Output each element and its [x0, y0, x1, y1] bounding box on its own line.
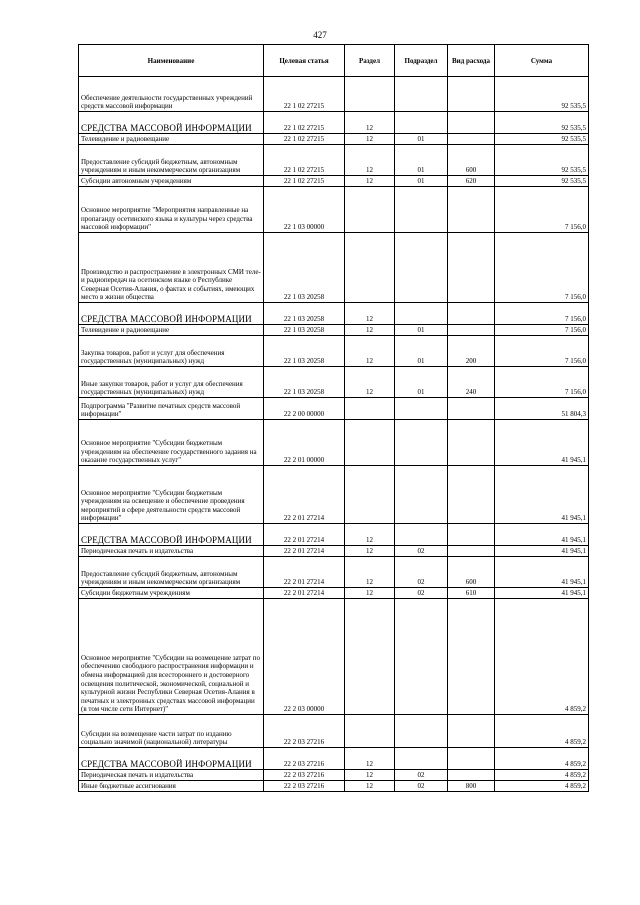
cell-name: СРЕДСТВА МАССОВОЙ ИНФОРМАЦИИ	[79, 303, 264, 325]
cell-sum: 41 945,1	[495, 546, 589, 557]
cell-expense-type	[448, 112, 495, 134]
cell-section	[345, 599, 395, 715]
cell-code: 22 2 01 27214	[264, 466, 345, 524]
cell-section: 12	[345, 557, 395, 588]
cell-sum: 41 945,1	[495, 466, 589, 524]
cell-name: СРЕДСТВА МАССОВОЙ ИНФОРМАЦИИ	[79, 748, 264, 770]
cell-sum: 92 535,5	[495, 176, 589, 187]
cell-expense-type: 800	[448, 781, 495, 792]
cell-section	[345, 420, 395, 466]
cell-code: 22 2 03 00000	[264, 599, 345, 715]
cell-expense-type: 610	[448, 588, 495, 599]
cell-section: 12	[345, 770, 395, 781]
cell-code: 22 1 03 20258	[264, 233, 345, 303]
cell-subsection	[395, 303, 448, 325]
cell-expense-type: 240	[448, 367, 495, 398]
cell-section	[345, 466, 395, 524]
cell-section: 12	[345, 336, 395, 367]
cell-code: 22 2 01 27214	[264, 588, 345, 599]
cell-sum: 7 156,0	[495, 336, 589, 367]
cell-subsection: 02	[395, 546, 448, 557]
cell-expense-type	[448, 398, 495, 420]
cell-subsection: 01	[395, 134, 448, 145]
cell-subsection	[395, 599, 448, 715]
table-row	[79, 715, 589, 748]
cell-subsection: 01	[395, 336, 448, 367]
cell-name: Основное мероприятие "Мероприятия направленные на пропаганду осетинского языка и культуры через средства массовой информации"	[79, 187, 264, 233]
cell-section: 12	[345, 303, 395, 325]
cell-expense-type	[448, 134, 495, 145]
cell-name: Закупка товаров, работ и услуг для обеспечения государственных (муниципальных) нужд	[79, 336, 264, 367]
cell-name: Периодическая печать и издательства	[79, 770, 264, 781]
cell-name: Производство и распространение в электронных СМИ теле- и радиопередач на осетинском языке о Республике Северная Осетия-Алания, о фактах и событиях, имеющих место в жизни общества	[79, 233, 264, 303]
cell-section: 12	[345, 781, 395, 792]
cell-expense-type	[448, 546, 495, 557]
header-expense-type: Вид расхода	[448, 45, 495, 77]
cell-sum: 4 859,2	[495, 781, 589, 792]
cell-expense-type	[448, 599, 495, 715]
cell-name: СРЕДСТВА МАССОВОЙ ИНФОРМАЦИИ	[79, 112, 264, 134]
cell-sum: 4 859,2	[495, 599, 589, 715]
cell-expense-type	[448, 233, 495, 303]
cell-subsection: 02	[395, 781, 448, 792]
cell-section: 12	[345, 748, 395, 770]
header-section: Раздел	[345, 45, 395, 77]
cell-name: Иные закупки товаров, работ и услуг для обеспечения государственных (муниципальных) нужд	[79, 367, 264, 398]
cell-subsection: 02	[395, 557, 448, 588]
table-row	[79, 336, 589, 367]
cell-name: Субсидии автономным учреждениям	[79, 176, 264, 187]
table-row	[79, 524, 589, 546]
cell-name: Основное мероприятие "Субсидии на возмещение затрат по обеспечению свободного распространения информации и обмена информацией для всестороннего и достоверного освещения политической, экономической, социальной и культурной жизни Республики Северная Осетия-Алания в печатных и электронных средствах массовой информации (в том числе сети Интернет)"	[79, 599, 264, 715]
cell-expense-type: 600	[448, 557, 495, 588]
table-row	[79, 187, 589, 233]
table-row	[79, 77, 589, 112]
table-row	[79, 112, 589, 134]
cell-name: Субсидии бюджетным учреждениям	[79, 588, 264, 599]
header-code: Целевая статья	[264, 45, 345, 77]
cell-subsection: 01	[395, 367, 448, 398]
cell-subsection: 01	[395, 325, 448, 336]
table-row	[79, 233, 589, 303]
cell-section: 12	[345, 367, 395, 398]
cell-expense-type	[448, 77, 495, 112]
cell-section: 12	[345, 134, 395, 145]
cell-subsection	[395, 420, 448, 466]
cell-subsection	[395, 524, 448, 546]
table-row	[79, 748, 589, 770]
cell-code: 22 1 03 20258	[264, 336, 345, 367]
cell-code: 22 1 03 20258	[264, 325, 345, 336]
cell-sum: 41 945,1	[495, 524, 589, 546]
cell-name: Основное мероприятие "Субсидии бюджетным учреждениям на обеспечение государственного задания на оказание государственных услуг"	[79, 420, 264, 466]
cell-code: 22 1 03 00000	[264, 187, 345, 233]
cell-subsection	[395, 112, 448, 134]
cell-expense-type	[448, 770, 495, 781]
cell-expense-type	[448, 303, 495, 325]
cell-name: Телевидение и радиовещание	[79, 325, 264, 336]
cell-code: 22 2 03 27216	[264, 781, 345, 792]
cell-code: 22 1 02 27215	[264, 176, 345, 187]
cell-expense-type	[448, 748, 495, 770]
cell-code: 22 2 03 27216	[264, 715, 345, 748]
cell-name: Предоставление субсидий бюджетным, автономным учреждениям и иным некоммерческим организациям	[79, 145, 264, 176]
cell-section	[345, 77, 395, 112]
header-sum: Сумма	[495, 45, 589, 77]
cell-sum: 92 535,5	[495, 77, 589, 112]
cell-section	[345, 187, 395, 233]
cell-code: 22 2 01 00000	[264, 420, 345, 466]
cell-code: 22 1 02 27215	[264, 77, 345, 112]
cell-code: 22 1 03 20258	[264, 367, 345, 398]
header-name: Наименование	[79, 45, 264, 77]
cell-sum: 4 859,2	[495, 715, 589, 748]
cell-subsection: 02	[395, 770, 448, 781]
cell-section	[345, 715, 395, 748]
cell-section: 12	[345, 145, 395, 176]
table-row	[79, 599, 589, 715]
cell-section: 12	[345, 176, 395, 187]
cell-section: 12	[345, 112, 395, 134]
cell-sum: 92 535,5	[495, 145, 589, 176]
cell-name: Иные бюджетные ассигнования	[79, 781, 264, 792]
cell-name: СРЕДСТВА МАССОВОЙ ИНФОРМАЦИИ	[79, 524, 264, 546]
cell-name: Предоставление субсидий бюджетным, автономным учреждениям и иным некоммерческим организациям	[79, 557, 264, 588]
table-row	[79, 145, 589, 176]
table-row	[79, 325, 589, 336]
cell-section	[345, 233, 395, 303]
cell-sum: 4 859,2	[495, 748, 589, 770]
table-row	[79, 557, 589, 588]
cell-section: 12	[345, 546, 395, 557]
cell-code: 22 1 02 27215	[264, 145, 345, 176]
cell-sum: 7 156,0	[495, 187, 589, 233]
cell-sum: 7 156,0	[495, 325, 589, 336]
cell-subsection	[395, 233, 448, 303]
header-subsection: Подраздел	[395, 45, 448, 77]
page-number: 427	[313, 30, 327, 40]
table-row	[79, 546, 589, 557]
cell-code: 22 2 03 27216	[264, 748, 345, 770]
cell-subsection	[395, 466, 448, 524]
budget-table	[78, 44, 589, 792]
cell-sum: 7 156,0	[495, 233, 589, 303]
cell-sum: 7 156,0	[495, 367, 589, 398]
cell-code: 22 1 03 20258	[264, 303, 345, 325]
cell-subsection	[395, 748, 448, 770]
cell-code: 22 1 02 27215	[264, 112, 345, 134]
table-row	[79, 781, 589, 792]
cell-name: Подпрограмма "Развитие печатных средств массовой информации"	[79, 398, 264, 420]
cell-subsection	[395, 77, 448, 112]
cell-section: 12	[345, 524, 395, 546]
cell-section: 12	[345, 588, 395, 599]
cell-subsection: 01	[395, 145, 448, 176]
cell-sum: 41 945,1	[495, 420, 589, 466]
cell-expense-type: 620	[448, 176, 495, 187]
cell-name: Телевидение и радиовещание	[79, 134, 264, 145]
table-row	[79, 588, 589, 599]
cell-code: 22 1 02 27215	[264, 134, 345, 145]
cell-code: 22 2 01 27214	[264, 524, 345, 546]
cell-section: 12	[345, 325, 395, 336]
cell-subsection	[395, 398, 448, 420]
cell-sum: 4 859,2	[495, 770, 589, 781]
cell-section	[345, 398, 395, 420]
cell-sum: 92 535,5	[495, 134, 589, 145]
cell-expense-type	[448, 524, 495, 546]
cell-expense-type: 600	[448, 145, 495, 176]
table-row	[79, 420, 589, 466]
cell-sum: 51 804,3	[495, 398, 589, 420]
cell-code: 22 2 01 27214	[264, 546, 345, 557]
cell-expense-type: 200	[448, 336, 495, 367]
cell-expense-type	[448, 420, 495, 466]
cell-sum: 7 156,0	[495, 303, 589, 325]
cell-subsection: 02	[395, 588, 448, 599]
cell-sum: 41 945,1	[495, 588, 589, 599]
table-row	[79, 176, 589, 187]
cell-code: 22 2 00 00000	[264, 398, 345, 420]
cell-subsection	[395, 715, 448, 748]
cell-sum: 92 535,5	[495, 112, 589, 134]
cell-name: Периодическая печать и издательства	[79, 546, 264, 557]
table-row	[79, 466, 589, 524]
cell-code: 22 2 01 27214	[264, 557, 345, 588]
table-row	[79, 134, 589, 145]
cell-sum: 41 945,1	[495, 557, 589, 588]
table-header-row	[79, 45, 589, 77]
cell-expense-type	[448, 325, 495, 336]
cell-subsection: 01	[395, 176, 448, 187]
cell-expense-type	[448, 187, 495, 233]
table-row	[79, 303, 589, 325]
cell-code: 22 2 03 27216	[264, 770, 345, 781]
cell-name: Обеспечение деятельности государственных учреждений средств массовой информации	[79, 77, 264, 112]
cell-name: Основное мероприятие "Субсидии бюджетным учреждениям на освещение и обеспечение проведения мероприятий в сфере деятельности средств массовой информации"	[79, 466, 264, 524]
cell-subsection	[395, 187, 448, 233]
cell-expense-type	[448, 466, 495, 524]
table-row	[79, 770, 589, 781]
table-row	[79, 367, 589, 398]
table-row	[79, 398, 589, 420]
cell-name: Субсидии на возмещение части затрат по изданию социально значимой (национальной) литературы	[79, 715, 264, 748]
cell-expense-type	[448, 715, 495, 748]
